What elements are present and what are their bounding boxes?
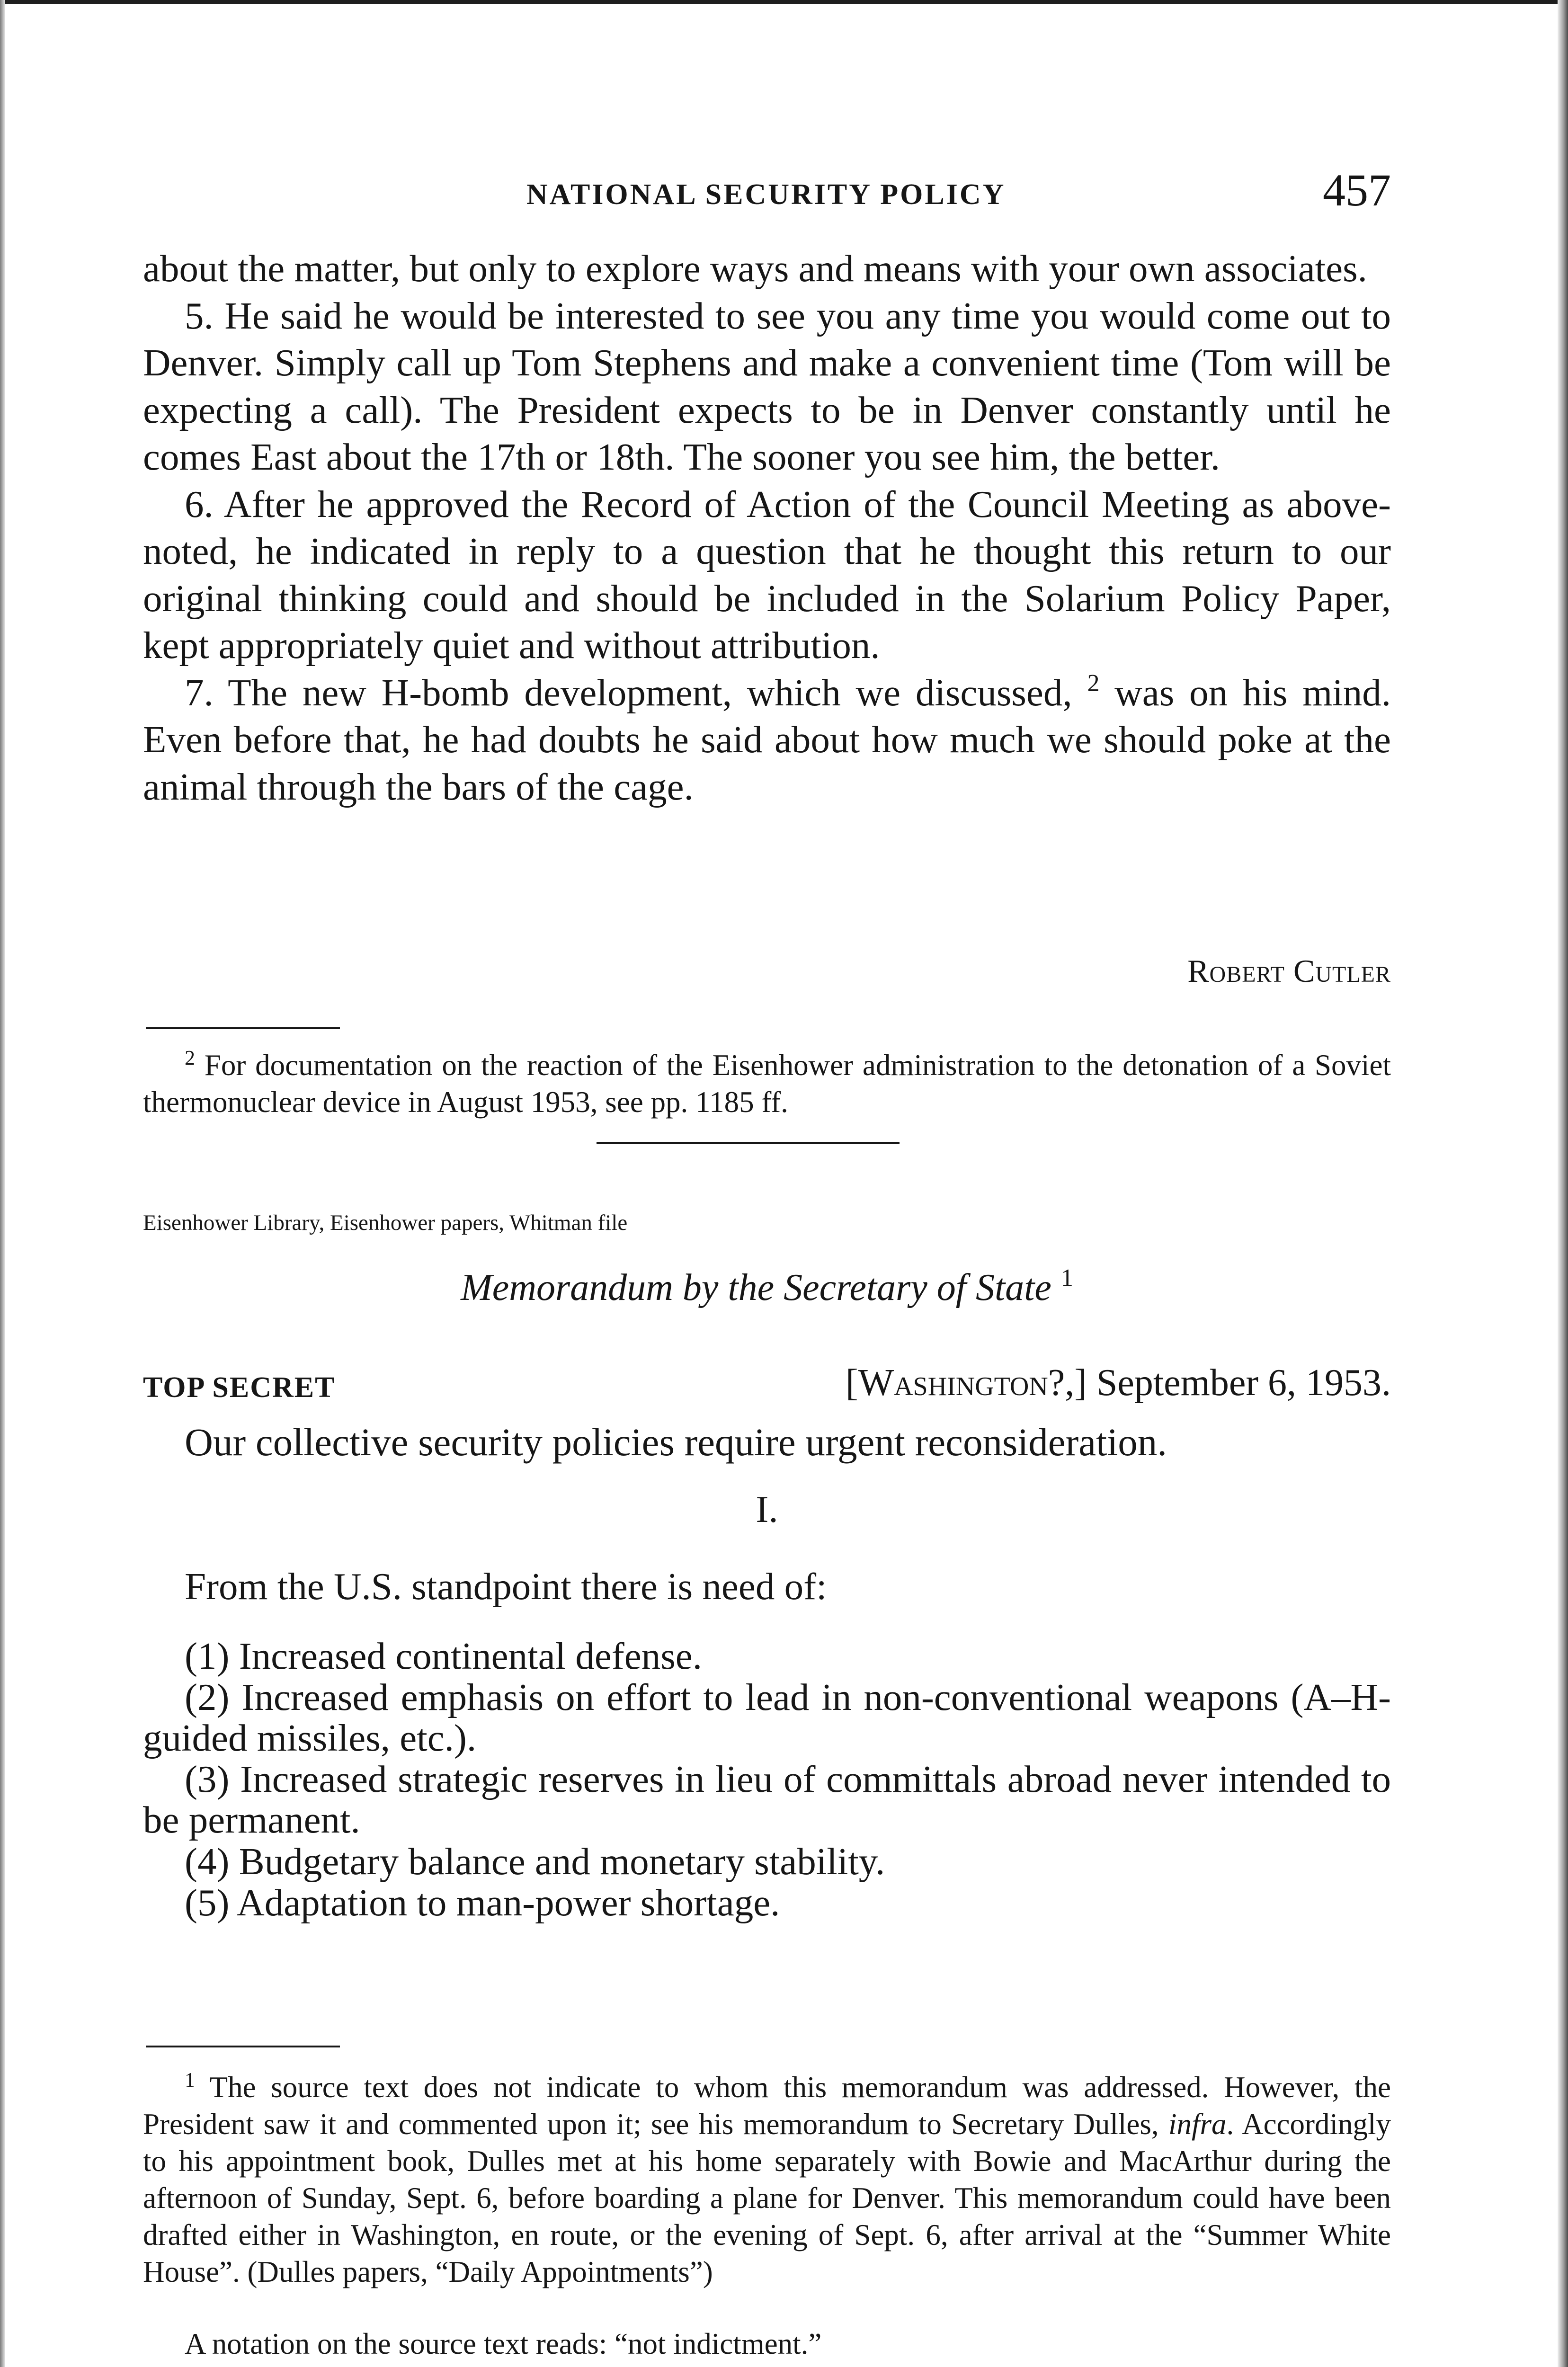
classification-label: TOP SECRET [143,1371,336,1404]
paragraph-item-7 [143,669,1391,811]
source-notation: A notation on the source text reads: “not indictment.” [185,2327,822,2360]
opening-sentence: Our collective security policies require urgent reconsideration. [185,1420,1167,1464]
need-item-3-text: (3) Increased strategic reserves in lieu of committals abroad never intended to be permanent. [143,1758,1391,1841]
footnote-1-text-a: The source text does not indicate to whom this memorandum was addressed. However, the President saw it and commented upon it; see his memorandum to Secretary Dulles, [143,2071,1391,2141]
footnote-1-marker: 1 [185,2068,195,2091]
footnote-rule-top [146,1027,340,1029]
place-date-line [846,1361,1391,1405]
section-heading: I. [756,1488,778,1531]
need-item-3 [143,1759,1391,1840]
footnote-1 [143,2069,1391,2290]
footnote-2 [143,1047,1391,1121]
page-right-edge [1558,0,1568,2367]
footnote-ref-2: 2 [1087,669,1100,697]
need-item-1-text: (1) Increased continental defense. [185,1635,702,1677]
paragraph-continued: about the matter, but only to explore ways and means with your own associates. [143,247,1367,290]
need-item-5-text: (5) Adaptation to man-power shortage. [185,1881,780,1924]
signature: Robert Cutler [1187,953,1391,989]
place: [Washington?,] [845,1362,1087,1404]
need-item-4 [143,1841,1391,1882]
item-7-text-b: was on his mind. Even before that, he had doubts he said about how much we should poke at the animal through the bars of the cage. [143,671,1391,808]
section-divider-rule [597,1142,900,1144]
list-intro: From the U.S. standpoint there is need of: [185,1565,827,1608]
page-number: 457 [1323,165,1391,215]
date: September 6, 1953. [1087,1362,1391,1404]
need-item-5 [143,1882,1391,1923]
need-item-2 [143,1677,1391,1758]
need-item-4-text: (4) Budgetary balance and monetary stability. [185,1840,885,1883]
document-title-text: Memorandum by the Secretary of State [461,1267,1051,1308]
page-top-edge [0,0,1568,4]
item-7-text-a: 7. The new H-bomb development, which we discussed, [185,671,1072,714]
source-note: Eisenhower Library, Eisenhower papers, Whitman file [143,1210,628,1235]
footnote-rule-bottom [146,2046,340,2047]
footnote-1-text-b: . Accordingly to his appointment book, Dulles met at his home separately with Bowie and MacArthur during the afternoon of Sunday, Sept. 6, before boarding a plane for Denver. This memorandum could have been drafted either in Washington, en route, or the evening of Sept. 6, after arrival at the “Summer White House”. (Dulles papers, “Daily Appointments”) [143,2108,1391,2288]
footnote-2-marker: 2 [185,1046,195,1069]
running-title: NATIONAL SECURITY POLICY [526,178,1006,211]
need-item-2-text: (2) Increased emphasis on effort to lead in non-conventional weapons (A–H-guided missiles, etc.). [143,1676,1391,1759]
paragraph-item-6: 6. After he approved the Record of Action of the Council Meeting as above-noted, he indicated in reply to a question that he thought this return to our original thinking could and should be included in the Solarium Policy Paper, kept appropriately quiet and without attribution. [143,482,1391,667]
paragraph-item-5: 5. He said he would be interested to see you any time you would come out to Denver. Simply call up Tom Stephens and make a convenient time (Tom will be expecting a call). The President expects to be in Denver constantly until he comes East about the 17th or 18th. The sooner you see him, the better. [143,294,1391,478]
letter-continuation [143,245,1391,810]
need-item-1 [143,1636,1391,1676]
page-left-edge [0,0,5,2367]
running-head [143,165,1391,226]
footnote-2-text: For documentation on the reaction of the Eisenhower administration to the detonation of a Soviet thermonuclear device in August 1953, see pp. 1185 ff. [143,1049,1391,1119]
footnote-ref-1: 1 [1060,1264,1073,1291]
document-title [143,1266,1391,1309]
footnote-1-infra: infra [1168,2108,1227,2141]
